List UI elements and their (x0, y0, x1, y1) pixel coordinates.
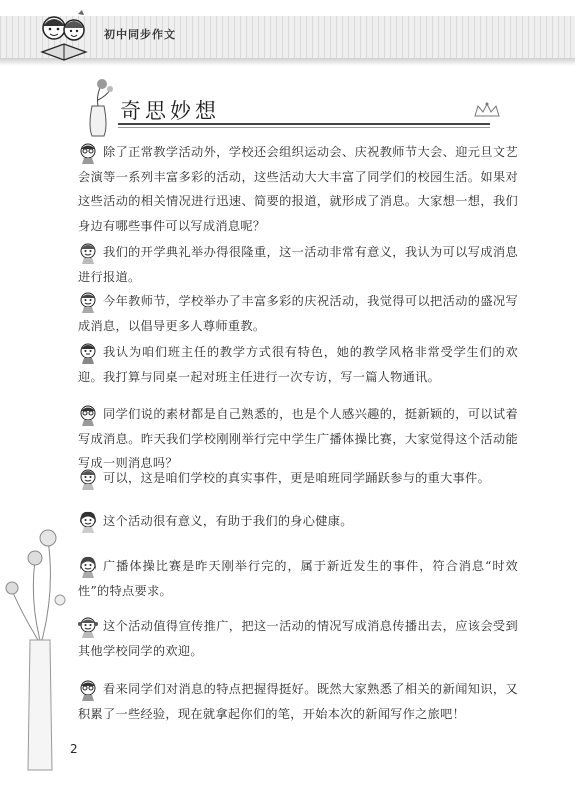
paragraph-5 (78, 402, 518, 476)
girl-pigtails-avatar-icon (78, 616, 98, 638)
girl-avatar-icon (78, 556, 98, 578)
teacher-avatar-icon (78, 142, 98, 164)
paragraph-text: 我们的开学典礼举办得很隆重，这一活动非常有意义，我认为可以写成消息进行报道。 (78, 245, 518, 284)
boy-waving-avatar-icon (78, 291, 98, 313)
paragraph-text: 除了正常教学活动外，学校还会组织运动会、庆祝教师节大会、迎元旦文艺会演等一系列丰富多彩的活动，这些活动大大丰富了同学们的校园生活。如果对这些活动的相关情况进行迅速、简要的报道，就形成了消息。大家想一想，我们身边有哪些事件可以写成消息呢？ (78, 145, 518, 233)
paragraph-3 (78, 289, 518, 338)
paragraph-9 (78, 614, 518, 663)
paragraph-text: 看来同学们对消息的特点把握得挺好。既然大家熟悉了相关的新闻知识，又积累了一些经验，现在就拿起你们的笔，开始本次的新闻写作之旅吧！ (78, 682, 518, 721)
paragraph-text: 这个活动值得宣传推广，把这一活动的情况写成消息传播出去，应该会受到其他学校同学的欢迎。 (78, 619, 518, 658)
page-number: 2 (70, 742, 78, 756)
paragraph-text: 这个活动很有意义，有助于我们的身心健康。 (103, 514, 353, 528)
paragraph-2 (78, 240, 518, 289)
paragraph-text: 今年教师节，学校举办了丰富多彩的庆祝活动，我觉得可以把活动的盛况写成消息，以倡导更多人尊师重教。 (78, 294, 518, 333)
paragraph-text: 同学们说的素材都是自己熟悉的，也是个人感兴趣的，挺新颖的，可以试着写成消息。昨天我们学校刚刚举行完中学生广播体操比赛，大家觉得这个活动能写成一则消息吗？ (78, 407, 518, 471)
paragraph-text: 可以，这是咱们学校的真实事件，更是咱班同学踊跃参与的重大事件。 (103, 471, 491, 485)
boy-avatar-icon (78, 242, 98, 264)
paragraph-10 (78, 677, 518, 726)
paragraph-7 (78, 509, 518, 534)
series-title: 初中同步作文 (104, 28, 176, 41)
boy-thinking-avatar-icon (78, 342, 98, 364)
paragraph-6 (78, 466, 518, 491)
girl-avatar-icon (78, 511, 98, 533)
section-title: 奇思妙想 (120, 99, 220, 123)
paragraph-text: 广播体操比赛是昨天刚举行完的，属于新近发生的事件，符合消息“时效性”的特点要求。 (78, 559, 518, 598)
teacher-avatar-icon (78, 404, 98, 426)
paragraph-4 (78, 340, 518, 389)
teacher-avatar-icon (78, 679, 98, 701)
paragraph-text: 我认为咱们班主任的教学方式很有特色，她的教学风格非常受学生们的欢迎。我打算与同桌一起对班主任进行一次专访，写一篇人物通讯。 (78, 345, 518, 384)
paragraph-1 (78, 140, 518, 238)
boy-avatar-icon (78, 468, 98, 490)
paragraph-8 (78, 554, 518, 603)
